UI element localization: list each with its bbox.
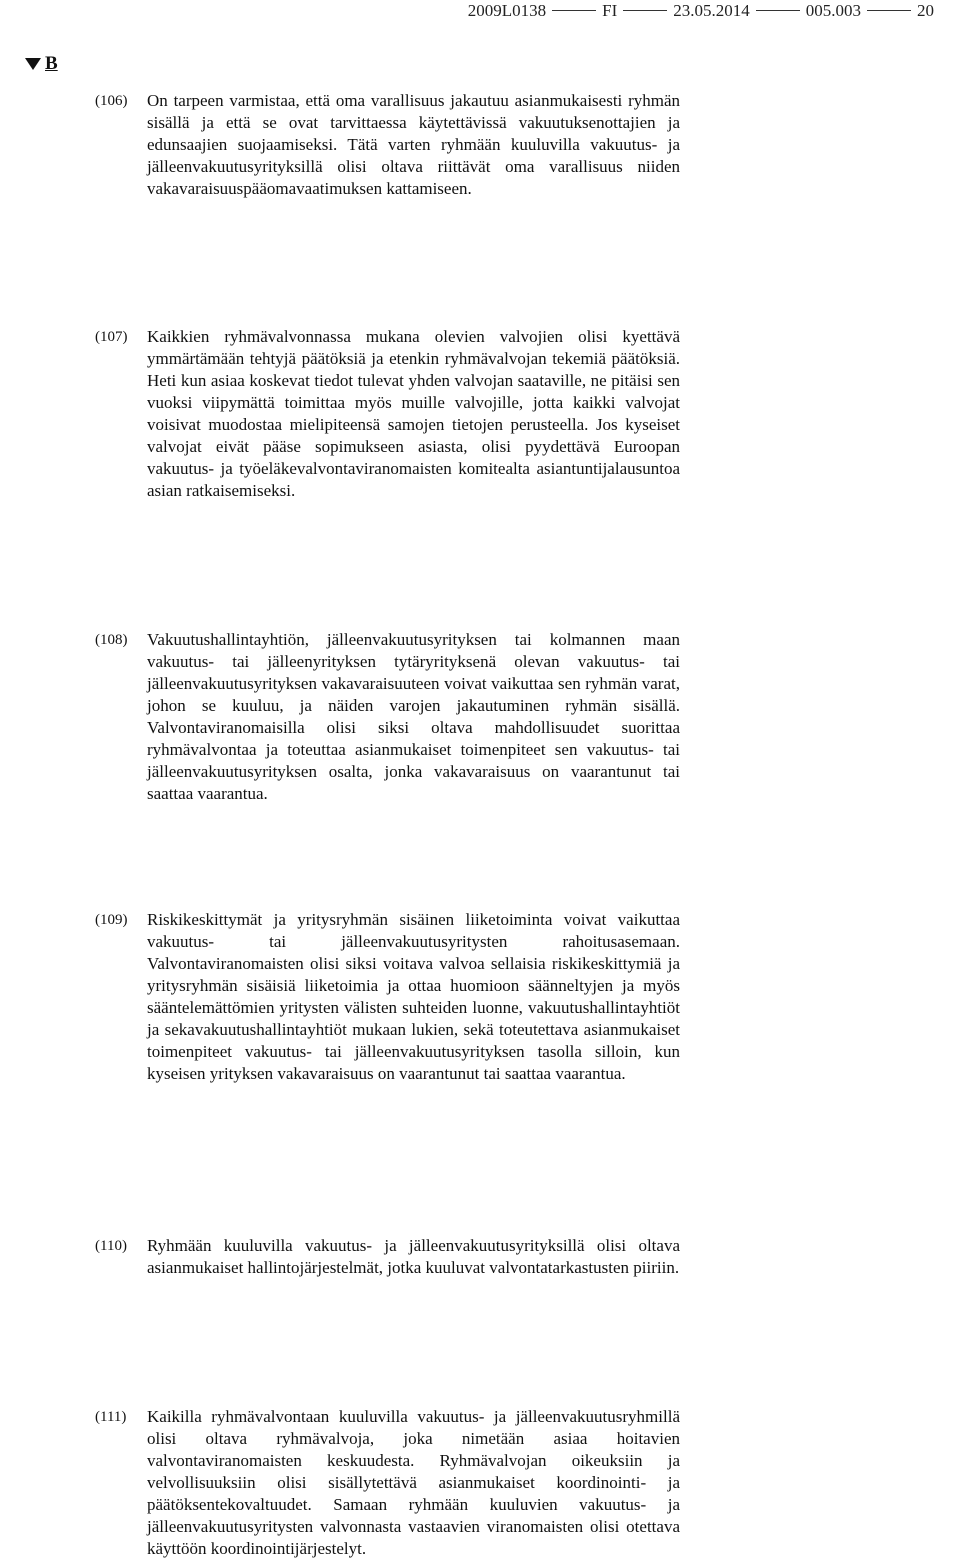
header-separator [623,10,667,11]
document-id: 2009L0138 [467,1,547,20]
version-number: 005.003 [805,1,861,20]
header-separator [756,10,800,11]
recital-number: (111) [95,1409,127,1425]
recital-number: (110) [95,1238,127,1254]
recital-text: Vakuutushallintayhtiön, jälleenvakuutusyrityksen tai kolmannen maan vakuutus- tai jälleenyrityksen tytäryrityksenä olevan vakuutus- tai jälleenvakuutusyrityksen vakavaraisuuteen voivat vaikuttaa sen ryhmän varat, johon se kuuluu, ja näiden varojen jakautuminen ryhmän sisällä. Valvontaviranomaisilla olisi siksi oltava mahdollisuudet suorittaa ryhmävalvontaa ja toteuttaa asianmukaiset toimenpiteet sen vakuutus- tai jälleenvakuutusyrityksen osalta, jonka vakavaraisuus on vaarantunut tai saattaa vaarantua. [147,630,680,803]
recital [95,1406,680,1560]
recital-text: Riskikeskittymät ja yritysryhmän sisäinen liiketoiminta voivat vaikuttaa vakuutus- tai jälleenvakuutusyritysten rahoitusasemaan. Valvontaviranomaisten olisi siksi voitava valvoa sellaisia riskikeskittymiä ja yritysryhmän sisäisiä liiketoimia ja ottaa huomioon säänneltyjen ja myös sääntelemättömien yritysten välisten suhteiden luonne, vakuutushallintayhtiöt ja sekavakuutushallintayhtiöt mukaan lukien, sekä toteutettava asianmukaiset toimenpiteet vakuutus- tai jälleenvakuutusyrityksen tasolla silloin, kun kyseisen yrityksen vakavaraisuus on vaarantunut tai saattaa vaarantua. [147,910,680,1083]
recital-text: Ryhmään kuuluvilla vakuutus- ja jälleenvakuutusyrityksillä olisi oltava asianmukaiset hallintojärjestelmät, jotka kuuluvat valvontatarkastusten piiriin. [147,1236,680,1277]
recital [95,1235,680,1279]
recital [95,326,680,502]
recital-number: (106) [95,93,128,109]
amendment-marker-letter: B [45,53,58,74]
recital-text: Kaikkien ryhmävalvonnassa mukana olevien valvojien olisi kyettävä ymmärtämään tehtyjä päätöksiä ja etenkin ryhmävalvojan tekemiä päätöksiä. Heti kun asiaa koskevat tiedot tulevat yhden valvojan saataville, ne pitäisi sen vuoksi viipymättä toimittaa myös muille valvojille, jotta kaikki valvojat voisivat muodostaa mielipiteensä samojen tietojen perusteella. Jos kyseiset valvojat eivät pääse sopimukseen asiasta, olisi pyydettävä Euroopan vakuutus- ja työeläkevalvontaviranomaisten komitealta asiantuntijalausuntoa asian ratkaisemiseksi. [147,327,680,500]
recital-number: (107) [95,329,128,345]
page-header [468,0,934,22]
recital [95,629,680,805]
recital-text: Kaikilla ryhmävalvontaan kuuluvilla vakuutus- ja jälleenvakuutusryhmillä olisi oltava ryhmävalvoja, joka nimetään asiaa hoitavien valvontaviranomaisten keskuudesta. Ryhmävalvojan oikeuksiin ja velvollisuuksiin olisi sisällytettävä asianmukaiset koordinointi- ja päätöksentekovaltuudet. Samaan ryhmään kuuluvien vakuutus- ja jälleenvakuutusyritysten valvonnasta vastaavien viranomaisten olisi otettava käyttöön koordinointijärjestelyt. [147,1407,680,1558]
recital-number: (108) [95,632,128,648]
header-separator [552,10,596,11]
consolidation-date: 23.05.2014 [673,1,750,20]
recital-number: (109) [95,912,128,928]
recital [95,909,680,1085]
recital [95,90,680,200]
recital-text: On tarpeen varmistaa, että oma varallisuus jakautuu asianmukaisesti ryhmän sisällä ja että se ovat tarvittaessa käytettävissä vakuutuksenottajien ja edunsaajien suojaamiseksi. Tätä varten ryhmään kuuluvilla vakuutus- ja jälleenvakuutusyrityksillä olisi oltava riittävät oma varallisuus niiden vakavaraisuuspääomavaatimuksen kattamiseen. [147,91,680,198]
header-separator [867,10,911,11]
amendment-marker [25,53,58,75]
page-number: 20 [917,1,934,20]
language-code: FI [602,1,618,20]
triangle-down-icon [25,58,41,70]
